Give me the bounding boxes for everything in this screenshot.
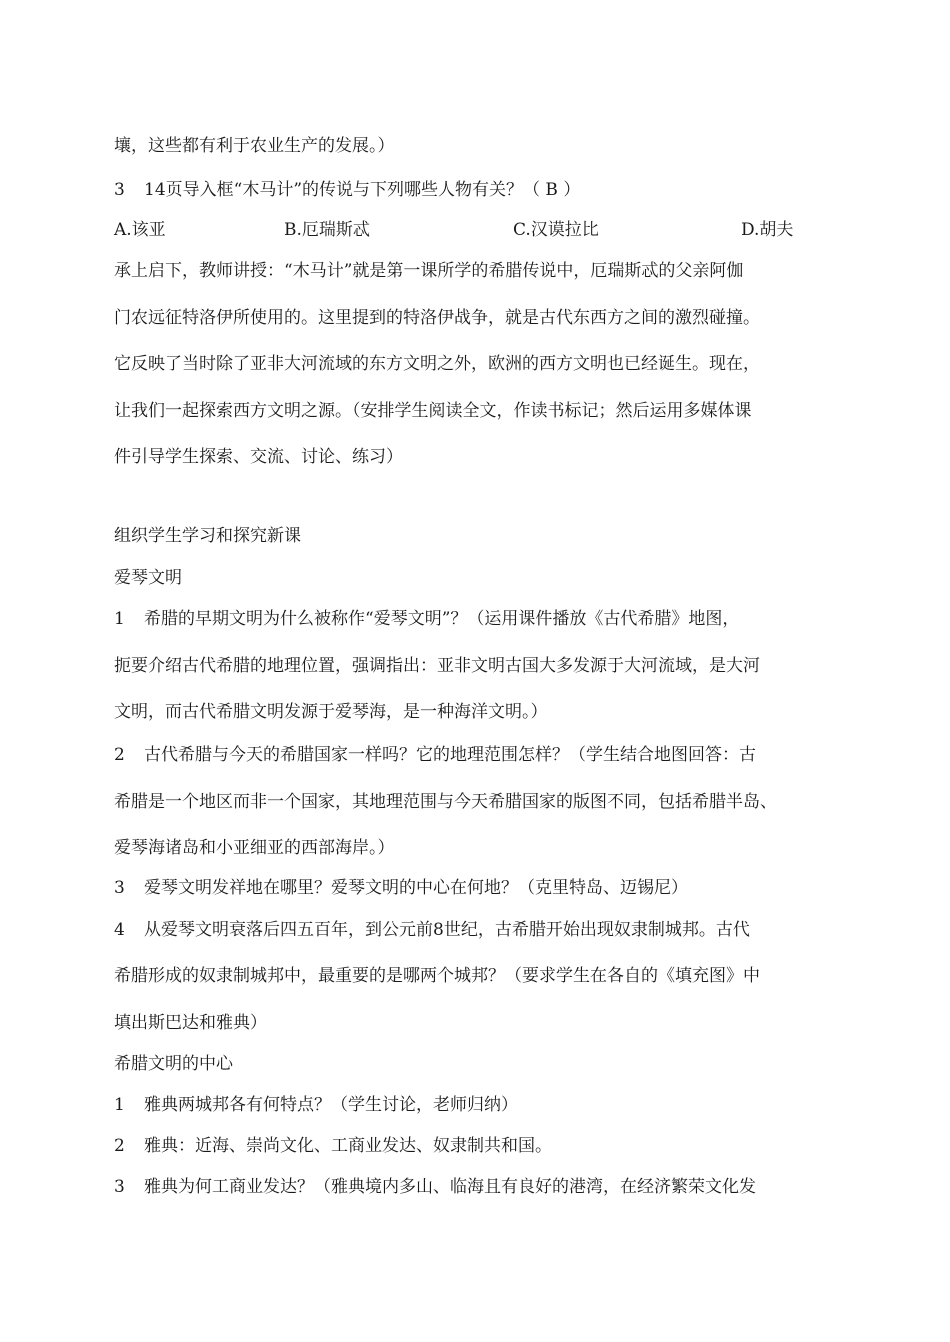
question-text: 古代希腊与今天的希腊国家一样吗？它的地理范围怎样？（学生结合地图回答：古 [144, 745, 756, 765]
question-line [114, 1175, 756, 1199]
text-line: 扼要介绍古代希腊的地理位置，强调指出：亚非文明古国大多发源于大河流域，是大河 [114, 656, 760, 676]
text-line: 壤，这些都有利于农业生产的发展。） [114, 136, 395, 156]
subsection-heading: 希腊文明的中心 [114, 1054, 233, 1074]
option-d: D.胡夫 [741, 220, 794, 240]
item-number: 2 [114, 1136, 125, 1156]
text-line: 希腊是一个地区而非一个国家，其地理范围与今天希腊国家的版图不同，包括希腊半岛、 [114, 792, 777, 812]
question-text: 从爱琴文明衰落后四五百年，到公元前8世纪，古希腊开始出现奴隶制城邦。古代 [144, 920, 750, 940]
question-text: 雅典两城邦各有何特点？（学生讨论，老师归纳） [144, 1095, 518, 1115]
item-number: 1 [114, 609, 125, 629]
text-line: 门农远征特洛伊所使用的。这里提到的特洛伊战争，就是古代东西方之间的激烈碰撞。 [114, 308, 760, 328]
text-line: 希腊形成的奴隶制城邦中，最重要的是哪两个城邦？（要求学生在各自的《填充图》中 [114, 966, 760, 986]
text-line: 它反映了当时除了亚非大河流域的东方文明之外，欧洲的西方文明也已经诞生。现在， [114, 354, 760, 374]
text-line: 让我们一起探索西方文明之源。（安排学生阅读全文，作读书标记；然后运用多媒体课 [114, 401, 752, 421]
subsection-heading: 爱琴文明 [114, 568, 182, 588]
question-line [114, 876, 688, 900]
section-heading: 组织学生学习和探究新课 [114, 526, 301, 546]
question-text: 爱琴文明发祥地在哪里？爱琴文明的中心在何地？（克里特岛、迈锡尼） [144, 878, 688, 898]
question-text: 希腊的早期文明为什么被称作“爱琴文明”？（运用课件播放《古代希腊》地图， [144, 609, 740, 629]
text-line: 文明，而古代希腊文明发源于爱琴海，是一种海洋文明。） [114, 702, 548, 722]
question-line [114, 743, 756, 767]
question-line [114, 178, 580, 202]
text-line: 填出斯巴达和雅典） [114, 1013, 267, 1033]
item-number: 2 [114, 745, 125, 765]
option-c: C.汉谟拉比 [513, 220, 599, 240]
question-text: 14页导入框“木马计”的传说与下列哪些人物有关？（ B ） [144, 180, 581, 200]
item-number: 3 [114, 180, 125, 200]
item-number: 1 [114, 1095, 125, 1115]
item-number: 3 [114, 1177, 125, 1197]
question-line [114, 607, 739, 631]
question-text: 雅典为何工商业发达？（雅典境内多山、临海且有良好的港湾，在经济繁荣文化发 [144, 1177, 756, 1197]
text-line: 爱琴海诸岛和小亚细亚的西部海岸。） [114, 838, 395, 858]
option-a: A.该亚 [114, 220, 166, 240]
question-line [114, 1134, 552, 1158]
question-line [114, 918, 750, 942]
option-b: B.厄瑞斯忒 [284, 220, 370, 240]
question-text: 雅典：近海、崇尚文化、工商业发达、奴隶制共和国。 [144, 1136, 552, 1156]
question-line [114, 1093, 518, 1117]
text-line: 件引导学生探索、交流、讨论、练习） [114, 447, 403, 467]
item-number: 4 [114, 920, 125, 940]
text-line: 承上启下，教师讲授：“木马计”就是第一课所学的希腊传说中，厄瑞斯忒的父亲阿伽 [114, 261, 744, 281]
item-number: 3 [114, 878, 125, 898]
